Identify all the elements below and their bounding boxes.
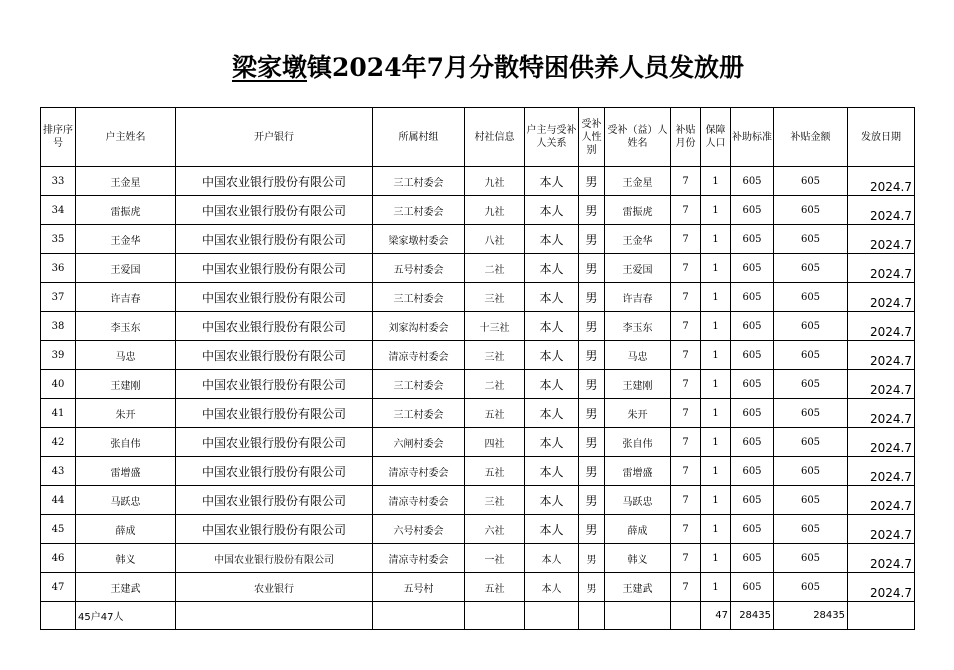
subsidy-amount: 605: [774, 225, 848, 254]
subsidy-amount: 605: [774, 167, 848, 196]
gender: 男: [579, 196, 605, 225]
title-text: 镇2024年7月分散特困供养人员发放册: [307, 53, 744, 82]
subsidy-amount: 605: [774, 486, 848, 515]
subsidy-amount: 605: [774, 544, 848, 573]
gender: 男: [579, 515, 605, 544]
payment-date: 2024.7: [848, 370, 915, 399]
table-row: [41, 544, 915, 573]
payment-date: 2024.7: [848, 167, 915, 196]
household-head-name: 韩义: [76, 544, 176, 573]
household-head-name: 王建刚: [76, 370, 176, 399]
subsidy-amount: 605: [774, 312, 848, 341]
serial-number: 33: [41, 167, 76, 196]
payment-date: 2024.7: [848, 457, 915, 486]
total-blank-cell: [176, 602, 373, 630]
header-cell: 受补人性别: [579, 108, 605, 167]
subsidy-amount: 605: [774, 341, 848, 370]
header-cell: 补助标准: [731, 108, 774, 167]
village-group: 六号村委会: [373, 515, 465, 544]
relationship: 本人: [525, 312, 579, 341]
village-unit: 十三社: [465, 312, 525, 341]
bank-name: 中国农业银行股份有限公司: [176, 225, 373, 254]
bank-name: 中国农业银行股份有限公司: [176, 399, 373, 428]
village-group: 清凉寺村委会: [373, 544, 465, 573]
gender: 男: [579, 312, 605, 341]
subsidy-month: 7: [671, 312, 701, 341]
recipient-name: 李玉东: [605, 312, 671, 341]
covered-population: 1: [701, 196, 731, 225]
serial-number: 34: [41, 196, 76, 225]
payment-date: 2024.7: [848, 515, 915, 544]
village-group: 三工村委会: [373, 283, 465, 312]
payment-date: 2024.7: [848, 399, 915, 428]
table-row: [41, 225, 915, 254]
recipient-name: 雷增盛: [605, 457, 671, 486]
header-cell: 补贴月份: [671, 108, 701, 167]
household-head-name: 马跃忠: [76, 486, 176, 515]
gender: 男: [579, 399, 605, 428]
total-households: 45户47人: [76, 602, 176, 630]
subsidy-month: 7: [671, 196, 701, 225]
table-row: [41, 399, 915, 428]
payment-date: 2024.7: [848, 428, 915, 457]
village-unit: 八社: [465, 225, 525, 254]
subsidy-standard: 605: [731, 312, 774, 341]
relationship: 本人: [525, 341, 579, 370]
village-unit: 三社: [465, 341, 525, 370]
covered-population: 1: [701, 167, 731, 196]
payment-date: 2024.7: [848, 254, 915, 283]
household-head-name: 雷增盛: [76, 457, 176, 486]
household-head-name: 李玉东: [76, 312, 176, 341]
gender: 男: [579, 370, 605, 399]
serial-number: 40: [41, 370, 76, 399]
household-head-name: 朱开: [76, 399, 176, 428]
covered-population: 1: [701, 515, 731, 544]
covered-population: 1: [701, 399, 731, 428]
page-title: [0, 48, 954, 84]
table-row: [41, 341, 915, 370]
subsidy-month: 7: [671, 515, 701, 544]
relationship: 本人: [525, 544, 579, 573]
serial-number: 36: [41, 254, 76, 283]
recipient-name: 王建刚: [605, 370, 671, 399]
village-unit: 五社: [465, 573, 525, 602]
recipient-name: 王爱国: [605, 254, 671, 283]
gender: 男: [579, 167, 605, 196]
gender: 男: [579, 428, 605, 457]
village-group: 五号村: [373, 573, 465, 602]
subsidy-standard: 605: [731, 283, 774, 312]
table-row: [41, 196, 915, 225]
subsidy-standard: 605: [731, 515, 774, 544]
covered-population: 1: [701, 457, 731, 486]
relationship: 本人: [525, 486, 579, 515]
serial-number: 38: [41, 312, 76, 341]
serial-number: 35: [41, 225, 76, 254]
subsidy-standard: 605: [731, 341, 774, 370]
recipient-name: 王金华: [605, 225, 671, 254]
total-blank-cell: [579, 602, 605, 630]
village-group: 梁家墩村委会: [373, 225, 465, 254]
serial-number: 39: [41, 341, 76, 370]
serial-number: 42: [41, 428, 76, 457]
header-cell: 所属村组: [373, 108, 465, 167]
bank-name: 中国农业银行股份有限公司: [176, 254, 373, 283]
total-blank-cell: [525, 602, 579, 630]
village-group: 清凉寺村委会: [373, 486, 465, 515]
subsidy-month: 7: [671, 283, 701, 312]
bank-name: 中国农业银行股份有限公司: [176, 283, 373, 312]
village-unit: 六社: [465, 515, 525, 544]
table-body: [41, 167, 915, 630]
total-amount: 28435: [774, 602, 848, 630]
subsidy-standard: 605: [731, 573, 774, 602]
gender: 男: [579, 457, 605, 486]
bank-name: 中国农业银行股份有限公司: [176, 544, 373, 573]
subsidy-standard: 605: [731, 399, 774, 428]
household-head-name: 王金华: [76, 225, 176, 254]
village-group: 三工村委会: [373, 196, 465, 225]
subsidy-amount: 605: [774, 573, 848, 602]
table-row: [41, 312, 915, 341]
village-group: 五号村委会: [373, 254, 465, 283]
recipient-name: 王建武: [605, 573, 671, 602]
header-cell: 排序序号: [41, 108, 76, 167]
village-group: 刘家沟村委会: [373, 312, 465, 341]
total-blank-cell: [848, 602, 915, 630]
subsidy-amount: 605: [774, 254, 848, 283]
recipient-name: 马跃忠: [605, 486, 671, 515]
table-row: [41, 254, 915, 283]
subsidy-month: 7: [671, 486, 701, 515]
village-unit: 九社: [465, 196, 525, 225]
relationship: 本人: [525, 428, 579, 457]
covered-population: 1: [701, 370, 731, 399]
village-group: 清凉寺村委会: [373, 457, 465, 486]
header-cell: 发放日期: [848, 108, 915, 167]
covered-population: 1: [701, 486, 731, 515]
subsidy-month: 7: [671, 544, 701, 573]
village-unit: 三社: [465, 486, 525, 515]
payment-date: 2024.7: [848, 341, 915, 370]
subsidy-standard: 605: [731, 486, 774, 515]
table-row: [41, 515, 915, 544]
household-head-name: 王金星: [76, 167, 176, 196]
serial-number: 44: [41, 486, 76, 515]
town-name: 梁家墩: [232, 53, 308, 82]
total-blank-cell: [373, 602, 465, 630]
payment-date: 2024.7: [848, 486, 915, 515]
bank-name: 中国农业银行股份有限公司: [176, 341, 373, 370]
subsidy-standard: 605: [731, 428, 774, 457]
recipient-name: 韩义: [605, 544, 671, 573]
relationship: 本人: [525, 457, 579, 486]
table-row: [41, 573, 915, 602]
household-head-name: 马忠: [76, 341, 176, 370]
header-cell: 户主与受补人关系: [525, 108, 579, 167]
village-unit: 三社: [465, 283, 525, 312]
subsidy-amount: 605: [774, 283, 848, 312]
village-unit: 二社: [465, 370, 525, 399]
covered-population: 1: [701, 341, 731, 370]
village-group: 六闸村委会: [373, 428, 465, 457]
household-head-name: 薛成: [76, 515, 176, 544]
header-cell: 受补（益）人姓名: [605, 108, 671, 167]
gender: 男: [579, 341, 605, 370]
subsidy-standard: 605: [731, 196, 774, 225]
recipient-name: 张自伟: [605, 428, 671, 457]
subsidy-month: 7: [671, 225, 701, 254]
payment-date: 2024.7: [848, 573, 915, 602]
subsidy-month: 7: [671, 573, 701, 602]
payment-date: 2024.7: [848, 312, 915, 341]
relationship: 本人: [525, 370, 579, 399]
gender: 男: [579, 573, 605, 602]
payment-date: 2024.7: [848, 196, 915, 225]
village-unit: 五社: [465, 399, 525, 428]
header-cell: 补贴金额: [774, 108, 848, 167]
payment-date: 2024.7: [848, 225, 915, 254]
relationship: 本人: [525, 225, 579, 254]
village-group: 三工村委会: [373, 399, 465, 428]
covered-population: 1: [701, 573, 731, 602]
recipient-name: 薛成: [605, 515, 671, 544]
bank-name: 中国农业银行股份有限公司: [176, 515, 373, 544]
header-cell: 开户银行: [176, 108, 373, 167]
gender: 男: [579, 486, 605, 515]
header-cell: 保障人口: [701, 108, 731, 167]
subsidy-month: 7: [671, 428, 701, 457]
table-row: [41, 370, 915, 399]
serial-number: 46: [41, 544, 76, 573]
table-row: [41, 167, 915, 196]
payment-date: 2024.7: [848, 283, 915, 312]
recipient-name: 王金星: [605, 167, 671, 196]
relationship: 本人: [525, 573, 579, 602]
covered-population: 1: [701, 225, 731, 254]
bank-name: 中国农业银行股份有限公司: [176, 457, 373, 486]
bank-name: 农业银行: [176, 573, 373, 602]
village-unit: 一社: [465, 544, 525, 573]
bank-name: 中国农业银行股份有限公司: [176, 167, 373, 196]
subsidy-month: 7: [671, 341, 701, 370]
relationship: 本人: [525, 515, 579, 544]
gender: 男: [579, 225, 605, 254]
bank-name: 中国农业银行股份有限公司: [176, 428, 373, 457]
total-population: 47: [701, 602, 731, 630]
subsidy-standard: 605: [731, 544, 774, 573]
subsidy-amount: 605: [774, 370, 848, 399]
recipient-name: 雷振虎: [605, 196, 671, 225]
household-head-name: 王建武: [76, 573, 176, 602]
subsidy-amount: 605: [774, 457, 848, 486]
household-head-name: 张自伟: [76, 428, 176, 457]
subsidy-standard: 605: [731, 225, 774, 254]
serial-number: 45: [41, 515, 76, 544]
village-group: 三工村委会: [373, 167, 465, 196]
bank-name: 中国农业银行股份有限公司: [176, 312, 373, 341]
village-unit: 五社: [465, 457, 525, 486]
total-row: [41, 602, 915, 630]
village-unit: 二社: [465, 254, 525, 283]
subsidy-amount: 605: [774, 196, 848, 225]
subsidy-amount: 605: [774, 515, 848, 544]
household-head-name: 雷振虎: [76, 196, 176, 225]
table-row: [41, 428, 915, 457]
header-cell: 户主姓名: [76, 108, 176, 167]
subsidy-standard: 605: [731, 167, 774, 196]
total-blank-cell: [465, 602, 525, 630]
payment-date: 2024.7: [848, 544, 915, 573]
bank-name: 中国农业银行股份有限公司: [176, 370, 373, 399]
subsidy-month: 7: [671, 167, 701, 196]
total-blank-cell: [671, 602, 701, 630]
serial-number: 41: [41, 399, 76, 428]
covered-population: 1: [701, 428, 731, 457]
subsidy-month: 7: [671, 254, 701, 283]
relationship: 本人: [525, 167, 579, 196]
relationship: 本人: [525, 399, 579, 428]
header-row: [41, 108, 915, 167]
subsidy-standard: 605: [731, 370, 774, 399]
gender: 男: [579, 254, 605, 283]
subsidy-amount: 605: [774, 428, 848, 457]
covered-population: 1: [701, 312, 731, 341]
table-row: [41, 457, 915, 486]
gender: 男: [579, 283, 605, 312]
relationship: 本人: [525, 254, 579, 283]
bank-name: 中国农业银行股份有限公司: [176, 196, 373, 225]
subsidy-amount: 605: [774, 399, 848, 428]
household-head-name: 许吉春: [76, 283, 176, 312]
gender: 男: [579, 544, 605, 573]
covered-population: 1: [701, 544, 731, 573]
table-row: [41, 486, 915, 515]
recipient-name: 马忠: [605, 341, 671, 370]
payment-roster-table: [40, 107, 915, 630]
serial-number: 43: [41, 457, 76, 486]
recipient-name: 许吉春: [605, 283, 671, 312]
bank-name: 中国农业银行股份有限公司: [176, 486, 373, 515]
village-unit: 四社: [465, 428, 525, 457]
subsidy-standard: 605: [731, 254, 774, 283]
village-group: 三工村委会: [373, 370, 465, 399]
covered-population: 1: [701, 254, 731, 283]
serial-number: 37: [41, 283, 76, 312]
covered-population: 1: [701, 283, 731, 312]
village-group: 清凉寺村委会: [373, 341, 465, 370]
table-row: [41, 283, 915, 312]
subsidy-month: 7: [671, 399, 701, 428]
recipient-name: 朱开: [605, 399, 671, 428]
relationship: 本人: [525, 283, 579, 312]
total-blank-cell: [605, 602, 671, 630]
total-blank-cell: [41, 602, 76, 630]
serial-number: 47: [41, 573, 76, 602]
subsidy-standard: 605: [731, 457, 774, 486]
relationship: 本人: [525, 196, 579, 225]
household-head-name: 王爱国: [76, 254, 176, 283]
subsidy-month: 7: [671, 370, 701, 399]
total-standard: 28435: [731, 602, 774, 630]
subsidy-month: 7: [671, 457, 701, 486]
header-cell: 村社信息: [465, 108, 525, 167]
village-unit: 九社: [465, 167, 525, 196]
